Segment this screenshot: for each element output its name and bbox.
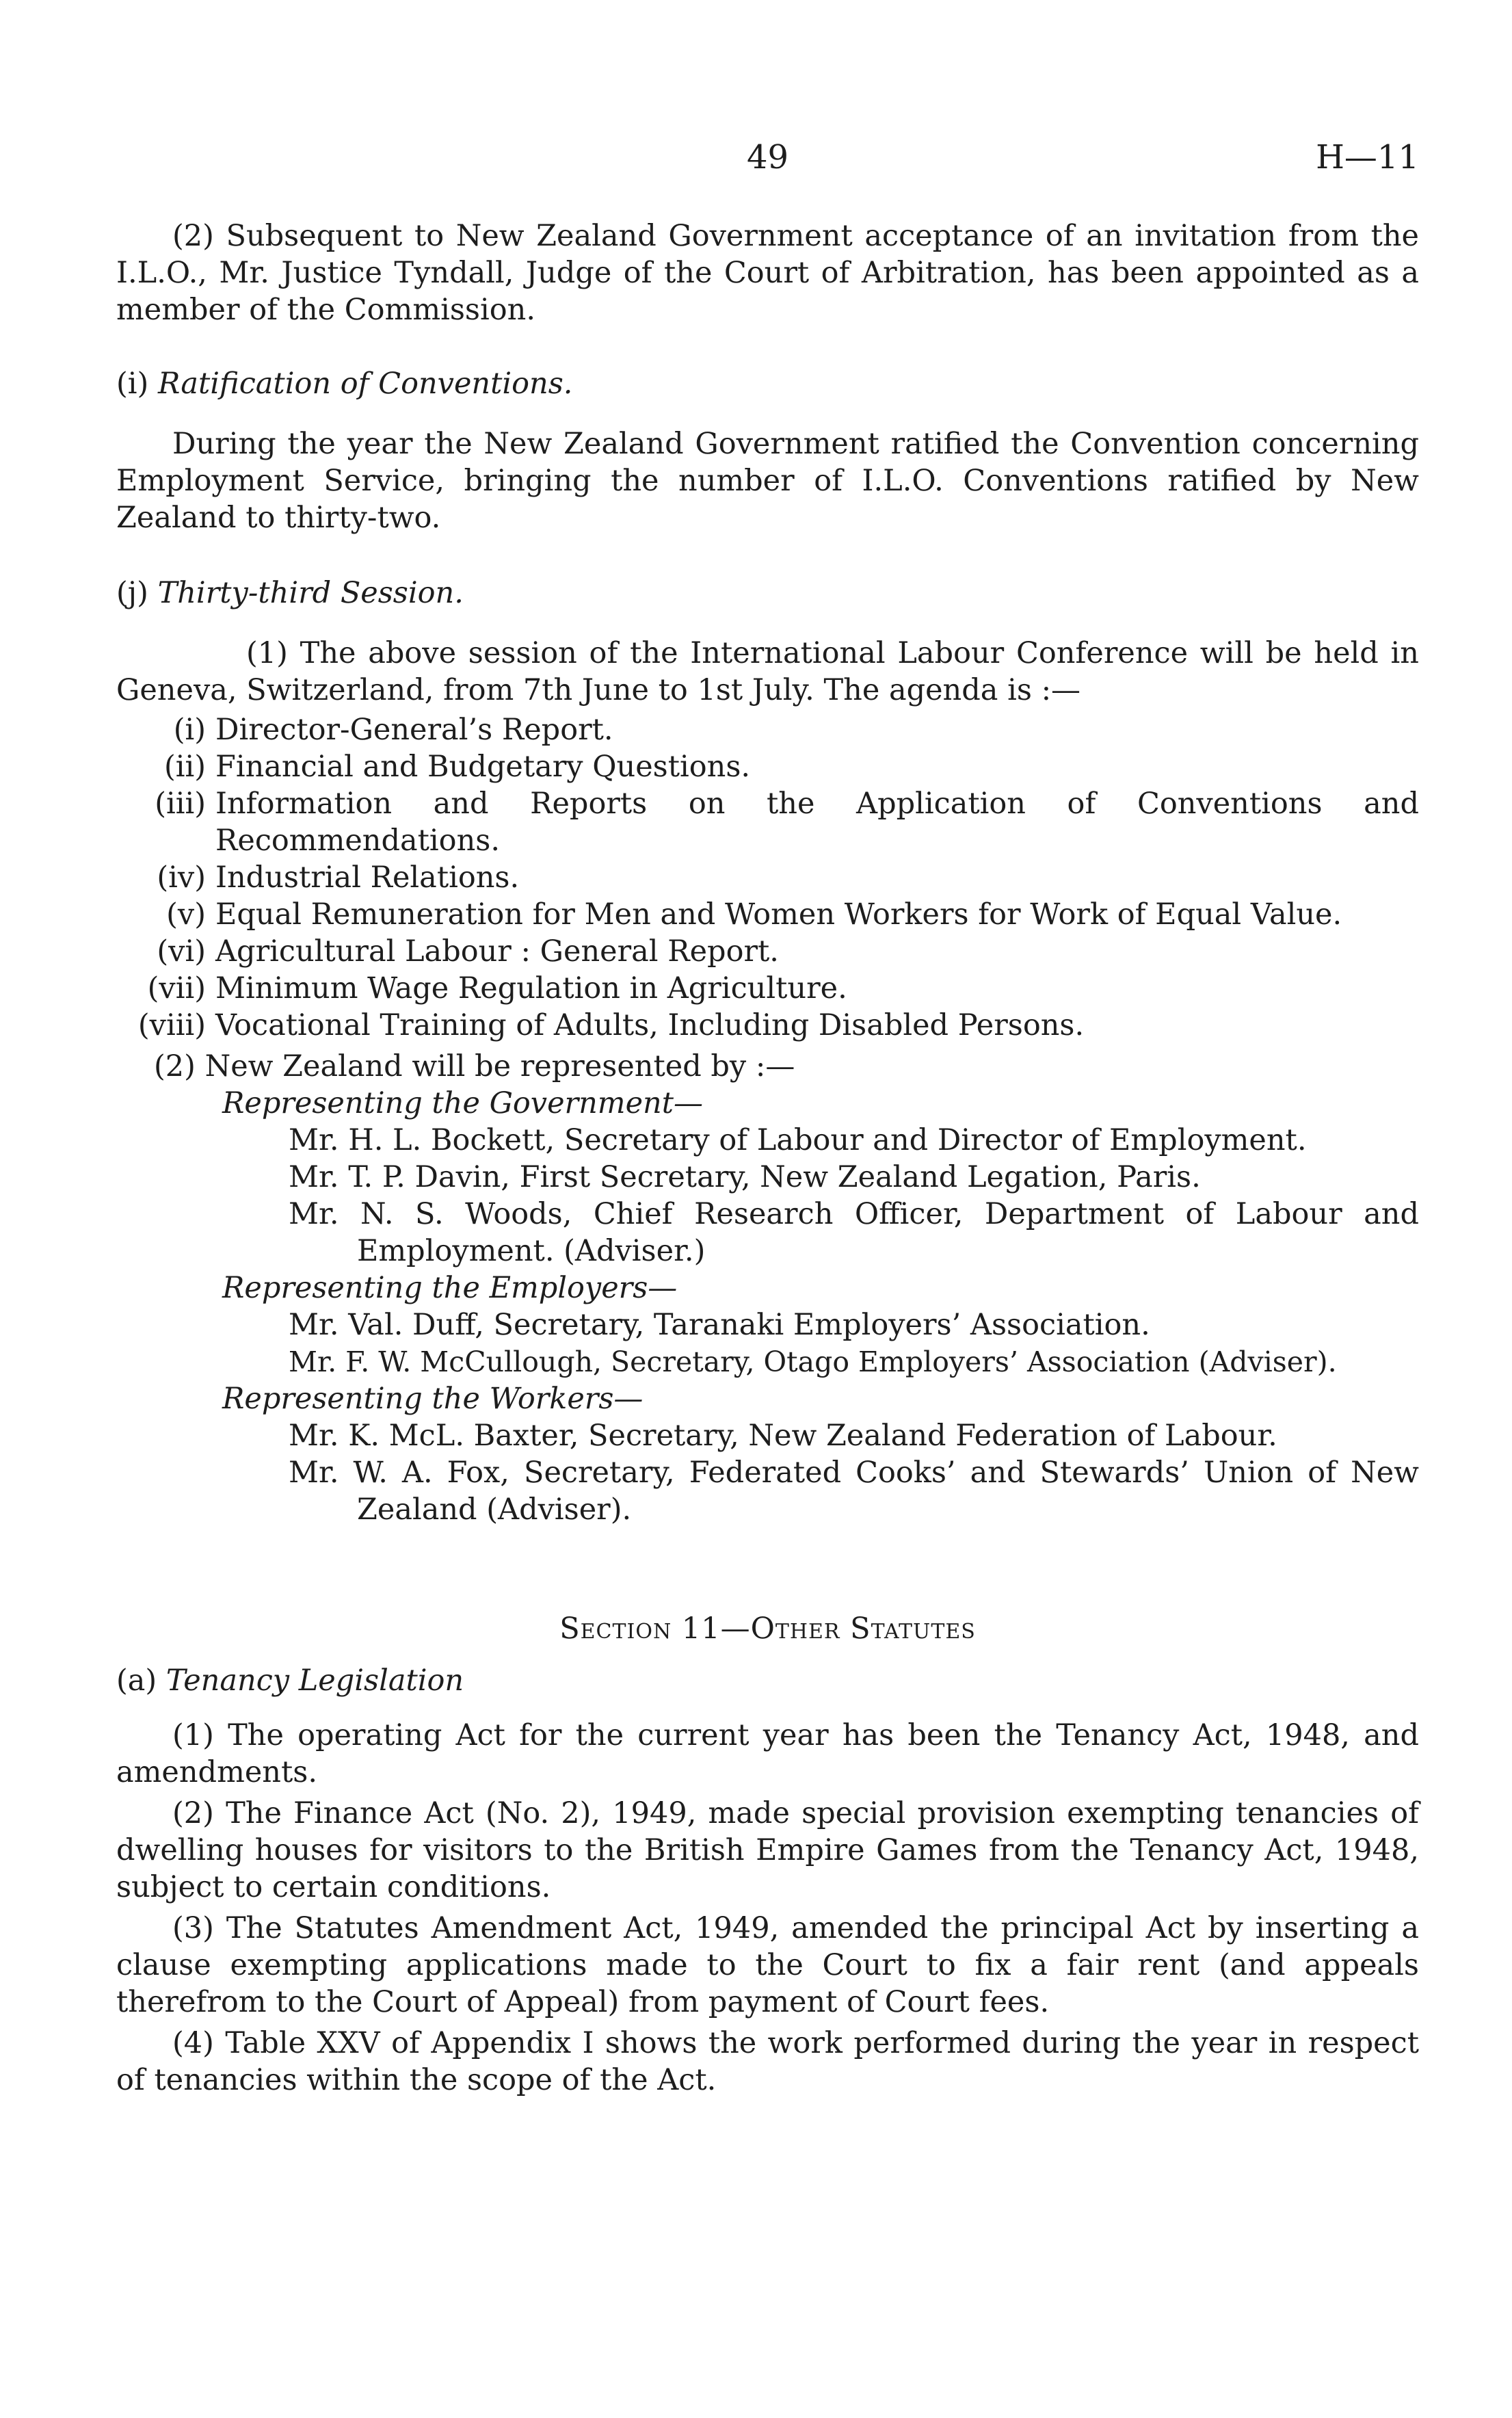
agenda-item-text: Director-General’s Report. (215, 713, 613, 747)
agenda-item-text: Information and Reports on the Application of Conventions and Recommendations. (215, 787, 1419, 858)
group-member: Mr. W. A. Fox, Secretary, Federated Cooks’ and Stewards’ Union of New Zealand (Adviser). (289, 1456, 1419, 1527)
agenda-item (116, 896, 1419, 933)
section-i-title: Ratification of Conventions. (157, 367, 573, 401)
agenda-item-number: (iv) (157, 860, 206, 895)
section-j-heading (116, 575, 1419, 612)
representation-group-government (116, 1085, 1419, 1270)
section-i-paragraph: During the year the New Zealand Government ratified the Convention concerning Employment Service, bringing the number of I.L.O. Conventions ratified by New Zealand to thirty-two. (116, 427, 1419, 535)
representation-group-employers (116, 1270, 1419, 1380)
group-member: Mr. F. W. McCullough, Secretary, Otago Employers’ Association (Adviser). (289, 1345, 1337, 1378)
agenda-item-number: (vi) (157, 934, 206, 969)
agenda-item (116, 859, 1419, 896)
group-member: Mr. Val. Duff, Secretary, Taranaki Employers’ Association. (289, 1308, 1150, 1342)
section-i-label: (i) (116, 367, 149, 401)
group-member: Mr. N. S. Woods, Chief Research Officer, Department of Labour and Employment. (Adviser.) (289, 1197, 1419, 1268)
group-heading: Representing the Workers— (222, 1382, 644, 1416)
section-11-subheading (116, 1662, 1419, 1699)
group-member: Mr. T. P. Davin, First Secretary, New Zealand Legation, Paris. (289, 1160, 1201, 1194)
running-header (116, 133, 1419, 181)
section-11-sub-title: Tenancy Legislation (165, 1664, 464, 1698)
section-j-paragraph-2: (2) New Zealand will be represented by :— (154, 1049, 795, 1083)
agenda-item (116, 1007, 1419, 1044)
agenda-item-text: Financial and Budgetary Questions. (215, 750, 751, 784)
agenda-list (116, 711, 1419, 1044)
agenda-item-number: (vii) (147, 971, 206, 1006)
agenda-item-text: Vocational Training of Adults, Including Disabled Persons. (215, 1008, 1085, 1042)
agenda-item-number: (i) (173, 713, 206, 747)
agenda-item (116, 970, 1419, 1007)
tenancy-paragraph: (2) The Finance Act (No. 2), 1949, made special provision exempting tenancies of dwelling houses for visitors to the British Empire Games from the Tenancy Act, 1948, subject to certain conditions. (116, 1796, 1419, 1904)
group-heading: Representing the Government— (222, 1086, 703, 1120)
tenancy-paragraph: (1) The operating Act for the current year has been the Tenancy Act, 1948, and amendments. (116, 1718, 1419, 1789)
group-heading: Representing the Employers— (222, 1271, 678, 1305)
page-number: 49 (746, 138, 789, 176)
document-reference: H—11 (1316, 138, 1419, 176)
agenda-item (116, 933, 1419, 970)
tenancy-paragraph: (3) The Statutes Amendment Act, 1949, amended the principal Act by inserting a clause exempting applications made to the Court to fix a fair rent (and appeals therefrom to the Court of Appeal) from payment of Court fees. (116, 1911, 1419, 2019)
group-member: Mr. H. L. Bockett, Secretary of Labour and Director of Employment. (289, 1123, 1307, 1157)
agenda-item-text: Minimum Wage Regulation in Agriculture. (215, 971, 847, 1006)
agenda-item (116, 785, 1419, 859)
agenda-item (116, 748, 1419, 785)
section-j-title: Thirty-third Session. (157, 576, 464, 610)
tenancy-paragraph: (4) Table XXV of Appendix I shows the work performed during the year in respect of tenancies within the scope of the Act. (116, 2026, 1419, 2097)
section-11-sub-label: (a) (116, 1664, 157, 1698)
agenda-item (116, 711, 1419, 748)
representation-group-workers (116, 1380, 1419, 1528)
agenda-item-number: (iii) (155, 787, 206, 821)
agenda-item-number: (v) (166, 897, 206, 932)
document-body (116, 218, 1419, 2099)
group-member: Mr. K. McL. Baxter, Secretary, New Zealand Federation of Labour. (289, 1419, 1277, 1453)
agenda-item-text: Industrial Relations. (215, 860, 520, 895)
agenda-item-text: Equal Remuneration for Men and Women Workers for Work of Equal Value. (215, 897, 1342, 932)
agenda-item-text: Agricultural Labour : General Report. (215, 934, 779, 969)
agenda-item-number: (viii) (137, 1008, 206, 1042)
section-11-title: Section 11—Other Statutes (559, 1612, 976, 1646)
intro-paragraph: (2) Subsequent to New Zealand Government acceptance of an invitation from the I.L.O., Mr. Justice Tyndall, Judge of the Court of Arbitration, has been appointed as a member of the Commission. (116, 219, 1419, 327)
section-j-paragraph-1: (1) The above session of the International Labour Conference will be held in Geneva, Switzerland, from 7th June to 1st July. The agenda is :— (116, 636, 1419, 707)
section-j-label: (j) (116, 576, 148, 610)
section-i-heading (116, 365, 1419, 402)
agenda-item-number: (ii) (163, 750, 206, 784)
